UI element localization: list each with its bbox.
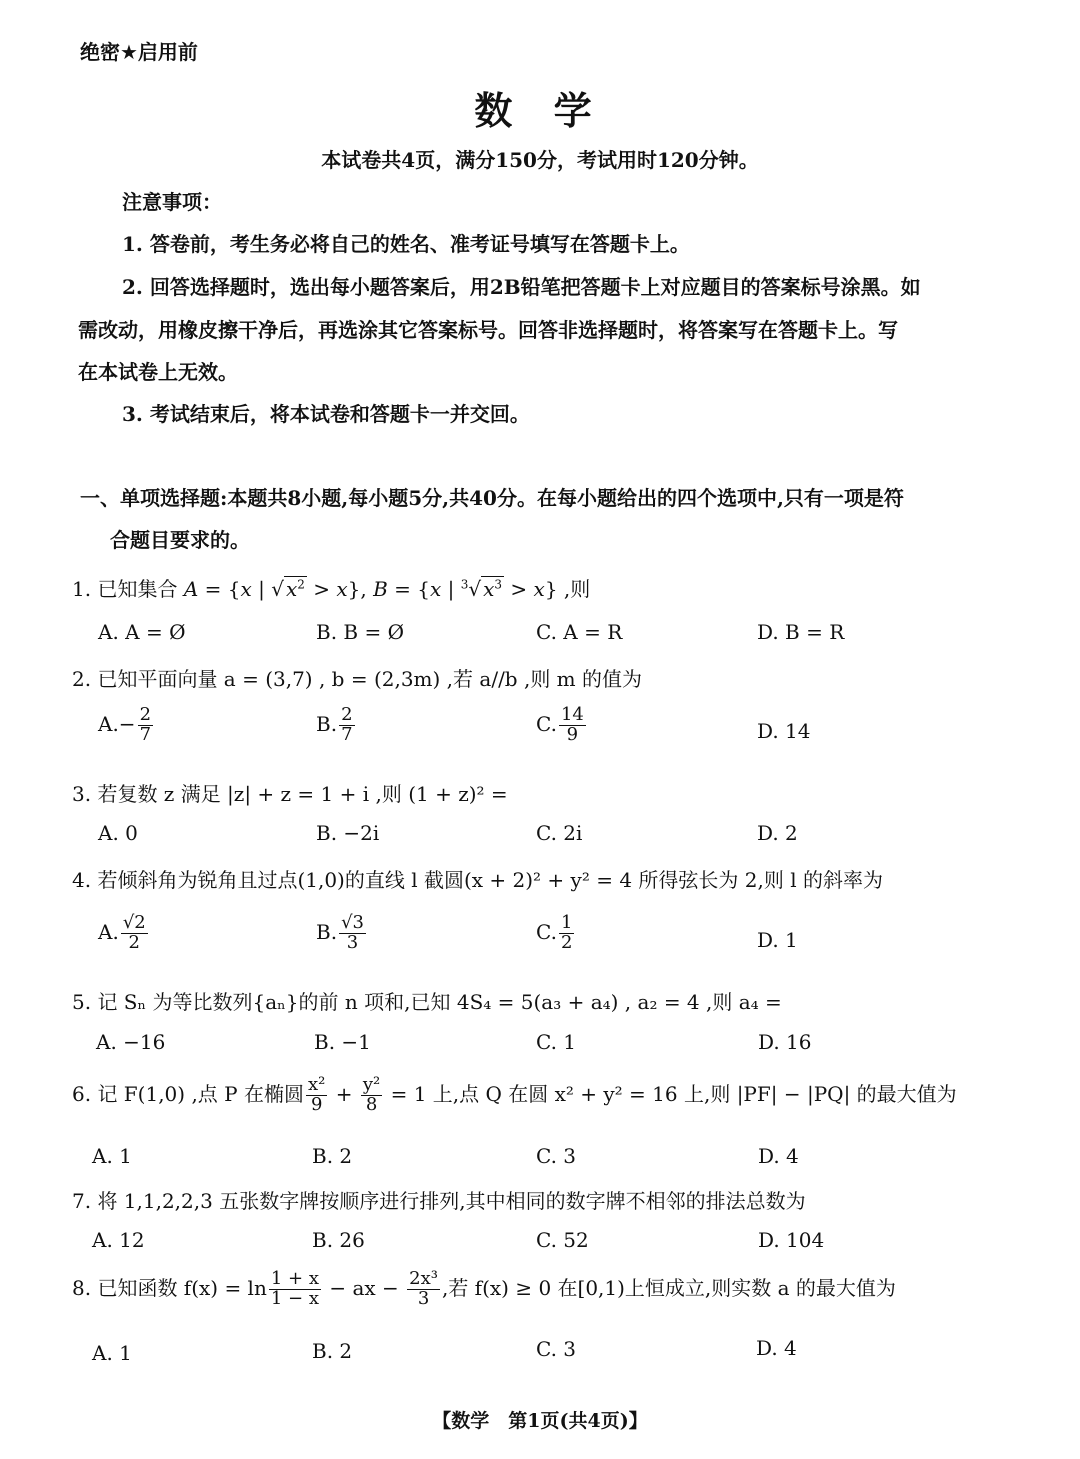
fraction: $\frac{2}{7}$ xyxy=(139,704,152,745)
q2-option-a: A.− $\frac{2}{7}$ xyxy=(98,704,152,745)
q4-option-c: C. $\frac{1}{2}$ xyxy=(536,912,573,953)
q6-option-b: B. 2 xyxy=(312,1144,353,1168)
fraction: $\frac{\text{2x³}}{3}$ xyxy=(409,1268,438,1309)
notice-item-2-line-3: 在本试卷上无效。 xyxy=(78,360,238,384)
q3-option-a: A. 0 xyxy=(98,821,138,845)
fraction: $\frac{√3}{3}$ xyxy=(341,912,364,953)
page-title: 数 学 xyxy=(474,89,606,133)
question-1-suffix: ,则 xyxy=(563,577,591,601)
q1-option-d: D. B = R xyxy=(757,620,845,644)
fraction: $\frac{1}{2}$ xyxy=(560,912,573,953)
notice-item-3: 3. 考试结束后，将本试卷和答题卡一并交回。 xyxy=(122,402,530,426)
question-7: 7. 将 1,1,2,2,3 五张数字牌按顺序进行排列,其中相同的数字牌不相邻的排法总数为 xyxy=(72,1189,806,1213)
question-5: 5. 记 Sₙ 为等比数列{aₙ}的前 n 项和,已知 4S₄ = 5(a₃ + a₄) , a₂ = 4 ,则 a₄ = xyxy=(72,990,782,1014)
set-b-formula: B = {x | $^3$√ $x^3 > x$} xyxy=(373,577,558,601)
exam-info: 本试卷共4页，满分150分，考试用时120分钟。 xyxy=(321,148,759,172)
question-3: 3. 若复数 z 满足 |z| + z = 1 + i ,则 (1 + z)² = xyxy=(72,782,508,806)
fraction: $\frac{√2}{2}$ xyxy=(122,912,146,953)
q7-option-c: C. 52 xyxy=(536,1228,589,1252)
question-1-prefix: 1. 已知集合 xyxy=(72,577,178,601)
fraction: $\frac{\text{y²}}{8}$ xyxy=(362,1074,381,1115)
q6-option-c: C. 3 xyxy=(536,1144,577,1168)
q2-option-b: B. $\frac{2}{7}$ xyxy=(316,704,353,745)
question-4: 4. 若倾斜角为锐角且过点(1,0)的直线 l 截圆(x + 2)² + y² = 4 所得弦长为 2,则 l 的斜率为 xyxy=(72,868,883,892)
fraction: $\frac{14}{9}$ xyxy=(560,704,584,745)
q5-option-a: A. −16 xyxy=(96,1030,166,1054)
q8-option-d: D. 4 xyxy=(756,1336,797,1360)
question-2: 2. 已知平面向量 a = (3,7) , b = (2,3m) ,若 a//b ,则 m 的值为 xyxy=(72,667,642,691)
q3-option-b: B. −2i xyxy=(316,821,380,845)
q5-option-b: B. −1 xyxy=(314,1030,371,1054)
q8-option-a: A. 1 xyxy=(92,1341,132,1365)
question-1: 1. 已知集合 A = {x | √ $x^2 > x$}, B = {x | $^3$√ $x^3 > x$} ,则 xyxy=(72,577,591,601)
notice-item-1: 1. 答卷前，考生务必将自己的姓名、准考证号填写在答题卡上。 xyxy=(122,232,690,256)
q6-option-d: D. 4 xyxy=(758,1144,799,1168)
notice-item-2-line-2: 需改动，用橡皮擦干净后，再选涂其它答案标号。回答非选择题时，将答案写在答题卡上。写 xyxy=(78,318,898,342)
fraction: $\frac{2}{7}$ xyxy=(341,704,353,745)
page-footer: 【数学 第1页(共4页)】 xyxy=(432,1410,648,1432)
q3-option-c: C. 2i xyxy=(536,821,583,845)
question-8: 8. 已知函数 f(x) = ln $\frac{1 + x}{1 - x}$ − ax − $\frac{\text{2x³}}{3}$ ,若 f(x) ≥ 0 在[0,1)上恒成立,则实数 a 的最大值为 xyxy=(72,1268,896,1309)
q8-option-b: B. 2 xyxy=(312,1339,353,1363)
q8-option-c: C. 3 xyxy=(536,1337,577,1361)
q2-option-c: C. $\frac{14}{9}$ xyxy=(536,704,584,745)
q7-option-d: D. 104 xyxy=(758,1228,825,1252)
q4-option-b: B. $\frac{√3}{3}$ xyxy=(316,912,364,953)
question-6: 6. 记 F(1,0) ,点 P 在椭圆 $\frac{\text{x²}}{9}$ + $\frac{\text{y²}}{8}$ = 1 上,点 Q 在圆 x² + y² = 16 上,则 |PF| − |PQ| 的最大值为 xyxy=(72,1074,957,1115)
section-heading-line-1: 一、单项选择题:本题共8小题,每小题5分,共40分。在每小题给出的四个选项中,只有一项是符 xyxy=(80,486,904,510)
q1-option-c: C. A = R xyxy=(536,620,623,644)
fraction: $\frac{1 + x}{1 - x}$ xyxy=(270,1268,319,1309)
q3-option-d: D. 2 xyxy=(757,821,798,845)
q6-option-a: A. 1 xyxy=(92,1144,132,1168)
q4-option-a: A. $\frac{√2}{2}$ xyxy=(98,912,146,953)
notice-heading: 注意事项： xyxy=(122,190,222,214)
fraction: $\frac{\text{x²}}{9}$ xyxy=(307,1074,326,1115)
q4-option-d: D. 1 xyxy=(757,928,798,952)
q5-option-d: D. 16 xyxy=(758,1030,812,1054)
q2-option-d: D. 14 xyxy=(757,719,811,743)
q5-option-c: C. 1 xyxy=(536,1030,577,1054)
q7-option-a: A. 12 xyxy=(92,1228,145,1252)
q7-option-b: B. 26 xyxy=(312,1228,365,1252)
set-a-formula: A = {x | √ $x^2 > x$} xyxy=(183,577,361,601)
section-heading-line-2: 合题目要求的。 xyxy=(110,528,250,552)
q1-option-a: A. A = Ø xyxy=(98,620,186,644)
notice-item-2-line-1: 2. 回答选择题时，选出每小题答案后，用2B铅笔把答题卡上对应题目的答案标号涂黑。如 xyxy=(122,275,921,299)
secret-label: 绝密★启用前 xyxy=(80,40,198,64)
q1-option-b: B. B = Ø xyxy=(316,620,404,644)
